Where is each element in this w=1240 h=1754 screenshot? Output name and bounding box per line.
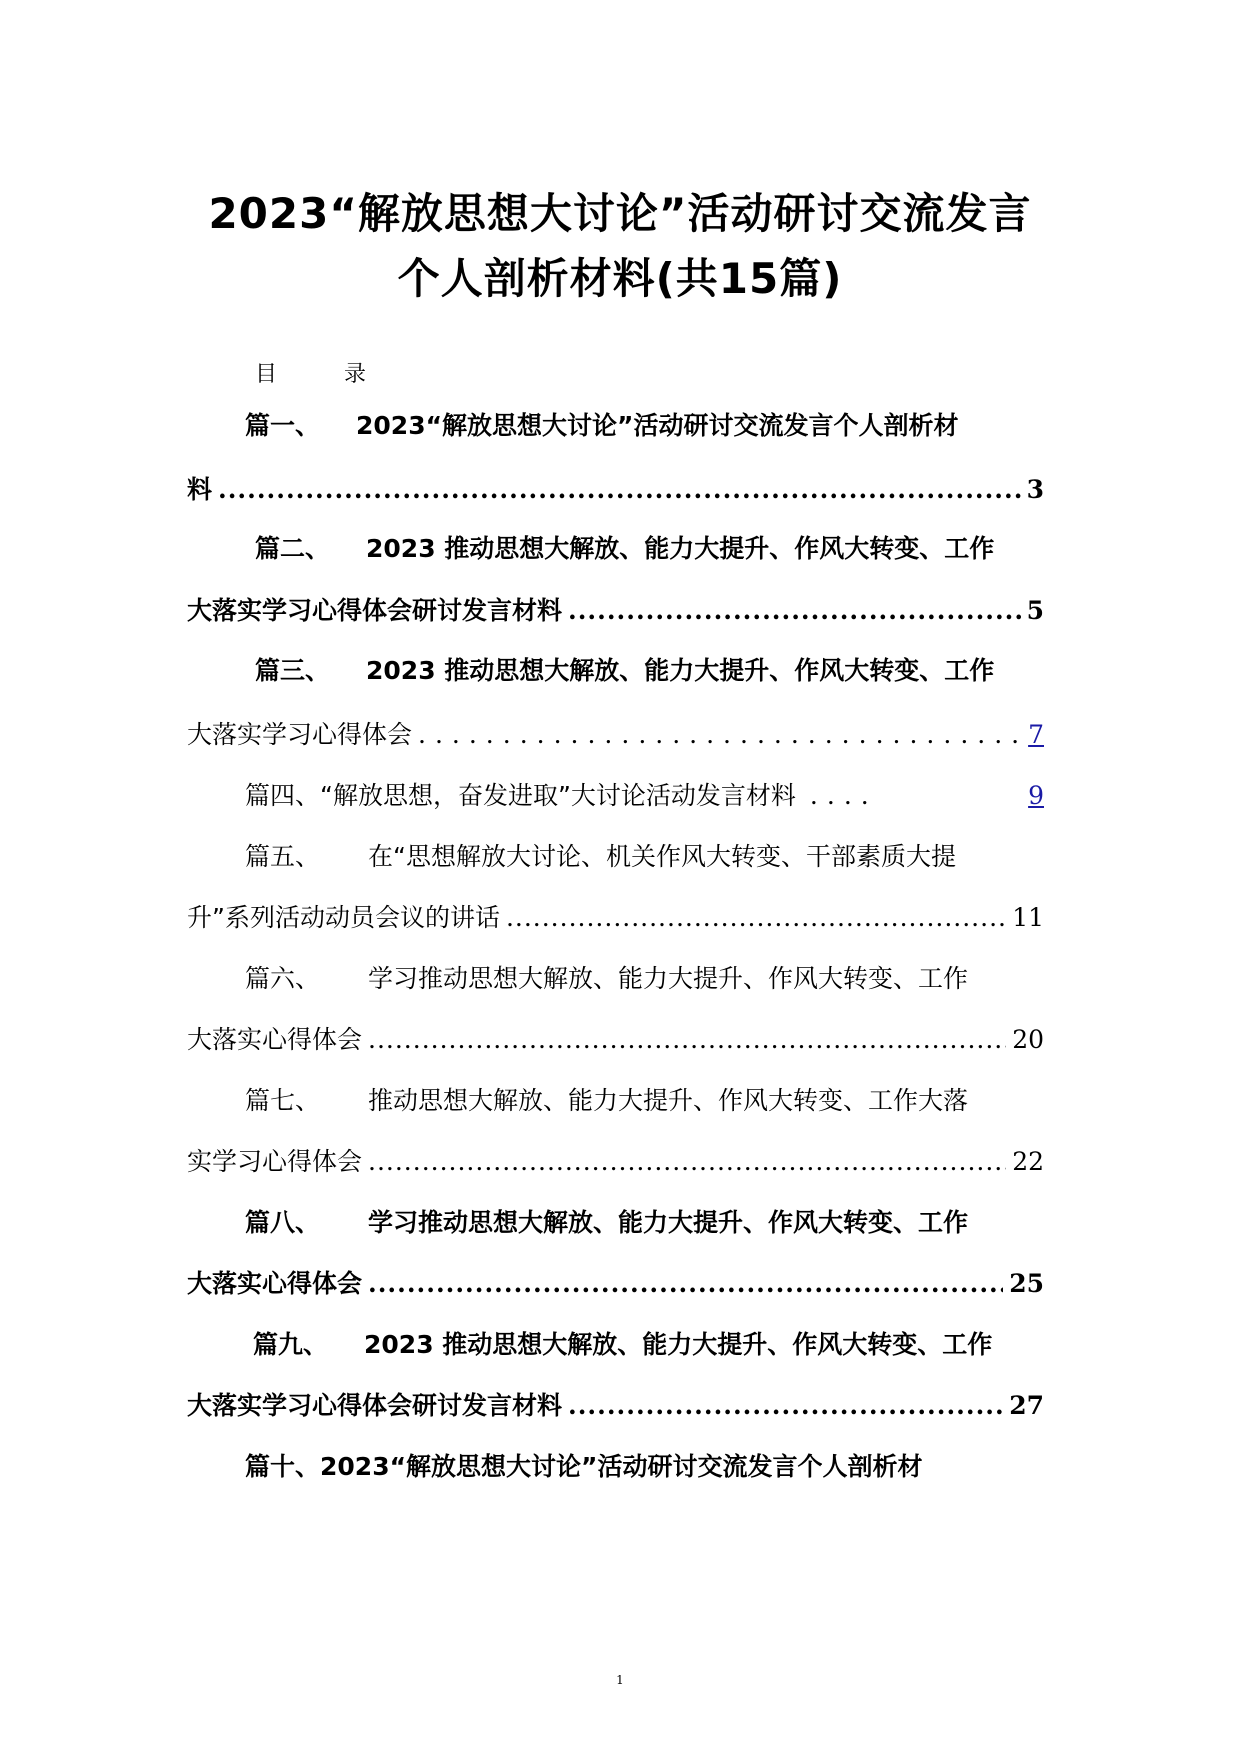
document-title-line-2: 个人剖析材料(共15篇) — [397, 254, 843, 303]
toc-entry-label: 篇九、 — [253, 1330, 329, 1359]
toc-page-number: 5 — [1026, 596, 1044, 625]
toc-entry-4[interactable] — [245, 783, 1044, 808]
toc-entry-title-cont: 料 — [187, 475, 213, 504]
toc-entry-7-continuation[interactable] — [187, 1149, 1044, 1174]
toc-leader-dots — [810, 783, 880, 808]
toc-leader-dots — [568, 1393, 1003, 1418]
toc-entry-label: 篇四、 — [245, 781, 321, 810]
toc-leader-dots — [568, 598, 1021, 623]
toc-entry-label: 篇二、 — [255, 534, 331, 563]
toc-leader-dots — [368, 1027, 1006, 1052]
toc-entry-3[interactable] — [255, 658, 1048, 683]
toc-entry-title: 2023“解放思想大讨论”活动研讨交流发言个人剖析材 — [320, 1452, 923, 1481]
toc-entry-5[interactable] — [245, 844, 1048, 869]
toc-page-number: 20 — [1012, 1025, 1044, 1054]
toc-entry-title-cont: 大落实心得体会 — [187, 1025, 363, 1054]
toc-page-number: 27 — [1009, 1391, 1044, 1420]
toc-entry-7[interactable] — [245, 1088, 1048, 1113]
toc-entry-2[interactable] — [255, 536, 1048, 561]
toc-entry-title: 2023 推动思想大解放、能力大提升、作风大转变、工作 — [366, 534, 995, 563]
toc-page-number: 25 — [1009, 1269, 1044, 1298]
document-title-line-1: 2023“解放思想大讨论”活动研讨交流发言 — [208, 189, 1032, 238]
toc-entry-6[interactable] — [245, 966, 1048, 991]
toc-leader-dots — [368, 1271, 1003, 1296]
toc-heading: 目 录 — [255, 362, 396, 387]
toc-entry-title: 学习推动思想大解放、能力大提升、作风大转变、工作 — [368, 1208, 969, 1237]
toc-entry-title-cont: 大落实学习心得体会研讨发言材料 — [187, 596, 563, 625]
toc-entry-1-continuation[interactable] — [187, 477, 1044, 502]
toc-page-link[interactable]: 7 — [1028, 720, 1044, 749]
toc-leader-dots — [418, 722, 1022, 747]
toc-entry-label: 篇五、 — [245, 842, 321, 871]
toc-page-link[interactable]: 9 — [1028, 781, 1044, 810]
toc-entry-10[interactable] — [245, 1454, 1048, 1479]
toc-leader-dots — [218, 477, 1021, 502]
toc-entry-title: 推动思想大解放、能力大提升、作风大转变、工作大落 — [368, 1086, 969, 1115]
toc-entry-label: 篇十、 — [245, 1452, 321, 1481]
toc-entry-title-cont: 升”系列活动动员会议的讲话 — [187, 903, 500, 932]
toc-entry-label: 篇七、 — [245, 1086, 321, 1115]
toc-entry-8-continuation[interactable] — [187, 1271, 1044, 1296]
toc-entry-title: “解放思想，奋发进取”大讨论活动发言材料 — [320, 781, 796, 810]
toc-entry-title: 2023“解放思想大讨论”活动研讨交流发言个人剖析材 — [356, 411, 959, 440]
toc-entry-title: 在“思想解放大讨论、机关作风大转变、干部素质大提 — [368, 842, 956, 871]
toc-entry-label: 篇八、 — [245, 1208, 321, 1237]
toc-entry-label: 篇六、 — [245, 964, 321, 993]
toc-entry-6-continuation[interactable] — [187, 1027, 1044, 1052]
toc-entry-title-cont: 大落实学习心得体会 — [187, 720, 413, 749]
toc-page-number: 22 — [1012, 1147, 1044, 1176]
toc-entry-8[interactable] — [245, 1210, 1048, 1235]
toc-entry-9-continuation[interactable] — [187, 1393, 1044, 1418]
toc-entry-title: 2023 推动思想大解放、能力大提升、作风大转变、工作 — [364, 1330, 993, 1359]
toc-entry-2-continuation[interactable] — [187, 598, 1044, 623]
toc-entry-3-continuation[interactable] — [187, 722, 1044, 747]
toc-entry-title: 学习推动思想大解放、能力大提升、作风大转变、工作 — [368, 964, 969, 993]
toc-entry-5-continuation[interactable] — [187, 905, 1044, 930]
toc-entry-title-cont: 实学习心得体会 — [187, 1147, 363, 1176]
toc-page-number: 11 — [1012, 903, 1044, 932]
page-footer-number: 1 — [616, 1673, 624, 1687]
toc-entry-title: 2023 推动思想大解放、能力大提升、作风大转变、工作 — [366, 656, 995, 685]
toc-entry-label: 篇一、 — [245, 411, 321, 440]
toc-entry-title-cont: 大落实学习心得体会研讨发言材料 — [187, 1391, 563, 1420]
toc-entry-label: 篇三、 — [255, 656, 331, 685]
toc-entry-1[interactable] — [245, 413, 1048, 438]
toc-entry-title-cont: 大落实心得体会 — [187, 1269, 363, 1298]
toc-leader-dots — [506, 905, 1006, 930]
toc-page-number: 3 — [1026, 475, 1044, 504]
toc-leader-dots — [368, 1149, 1006, 1174]
toc-entry-9[interactable] — [253, 1332, 1048, 1357]
